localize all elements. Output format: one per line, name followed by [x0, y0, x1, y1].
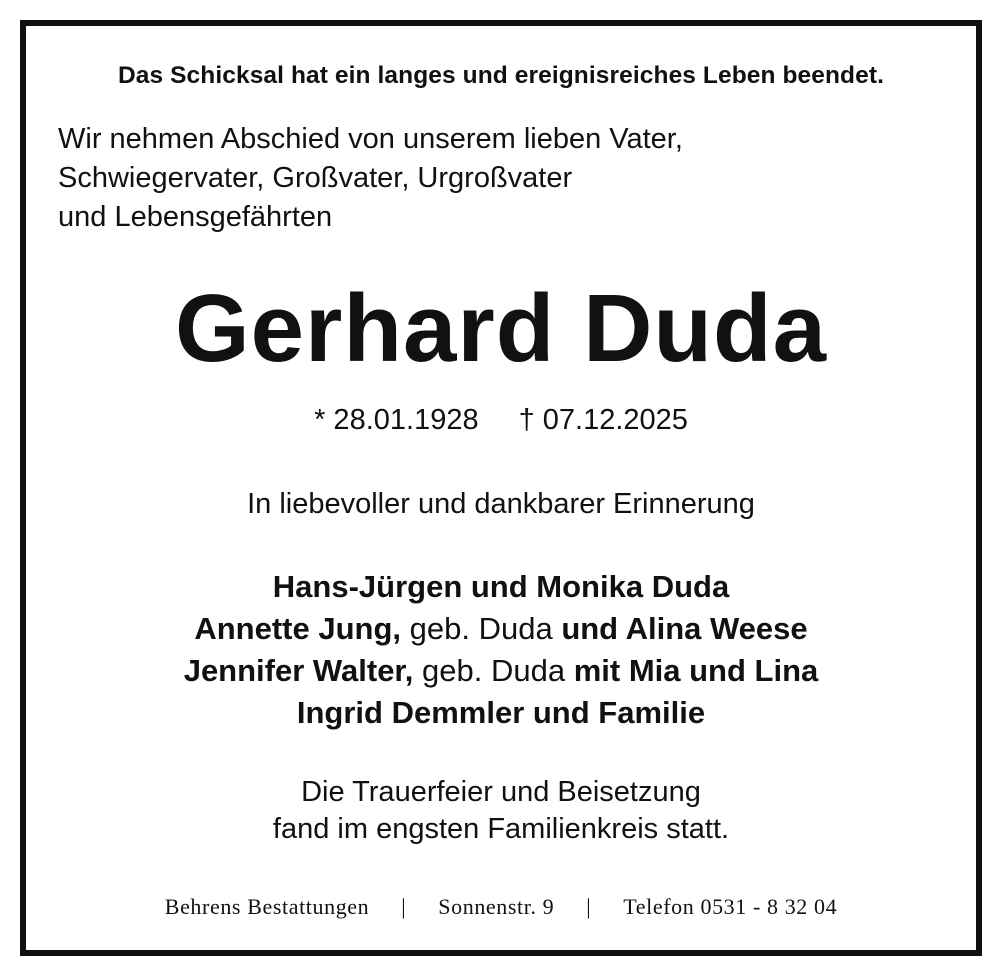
mourner-names: und Alina Weese	[561, 611, 808, 646]
obituary-frame	[20, 20, 982, 956]
funeral-home-footer	[26, 894, 976, 920]
mourners-list	[26, 566, 976, 734]
deceased-name: Gerhard Duda	[174, 275, 828, 382]
funeral-home-address: Sonnenstr. 9	[438, 894, 555, 919]
maiden-name: geb. Duda	[409, 611, 553, 646]
funeral-home-phone: Telefon 0531 - 8 32 04	[623, 894, 838, 919]
funeral-line: fand im engsten Familienkreis statt.	[272, 813, 730, 845]
death-date: † 07.12.2025	[518, 404, 688, 436]
funeral-line: Die Trauerfeier und Beisetzung	[301, 776, 701, 808]
birth-date: * 28.01.1928	[314, 404, 479, 436]
mourner-line	[26, 692, 976, 734]
life-dates	[26, 404, 976, 437]
headline: Das Schicksal hat ein langes und ereignisreiches Leben beendet.	[117, 62, 885, 89]
footer-separator: |	[586, 894, 592, 919]
intro-line: und Lebensgefährten	[58, 201, 333, 233]
mourner-names: mit Mia und Lina	[573, 653, 819, 688]
mourner-line	[26, 608, 976, 650]
intro-line: Wir nehmen Abschied von unserem lieben Vater,	[58, 123, 683, 155]
intro-line: Schwiegervater, Großvater, Urgroßvater	[58, 162, 573, 194]
remembrance-line: In liebevoller und dankbarer Erinnerung	[247, 488, 755, 520]
footer-separator: |	[401, 894, 407, 919]
funeral-notice	[26, 774, 976, 848]
mourner-names: Ingrid Demmler und Familie	[296, 695, 706, 730]
mourner-line	[26, 566, 976, 608]
funeral-home-name: Behrens Bestattungen	[164, 894, 370, 919]
intro-text	[58, 120, 683, 237]
mourner-names: Hans-Jürgen und Monika Duda	[272, 569, 730, 604]
mourner-line	[26, 650, 976, 692]
maiden-name: geb. Duda	[422, 653, 566, 688]
mourner-names: Annette Jung,	[194, 611, 401, 646]
mourner-names: Jennifer Walter,	[183, 653, 414, 688]
